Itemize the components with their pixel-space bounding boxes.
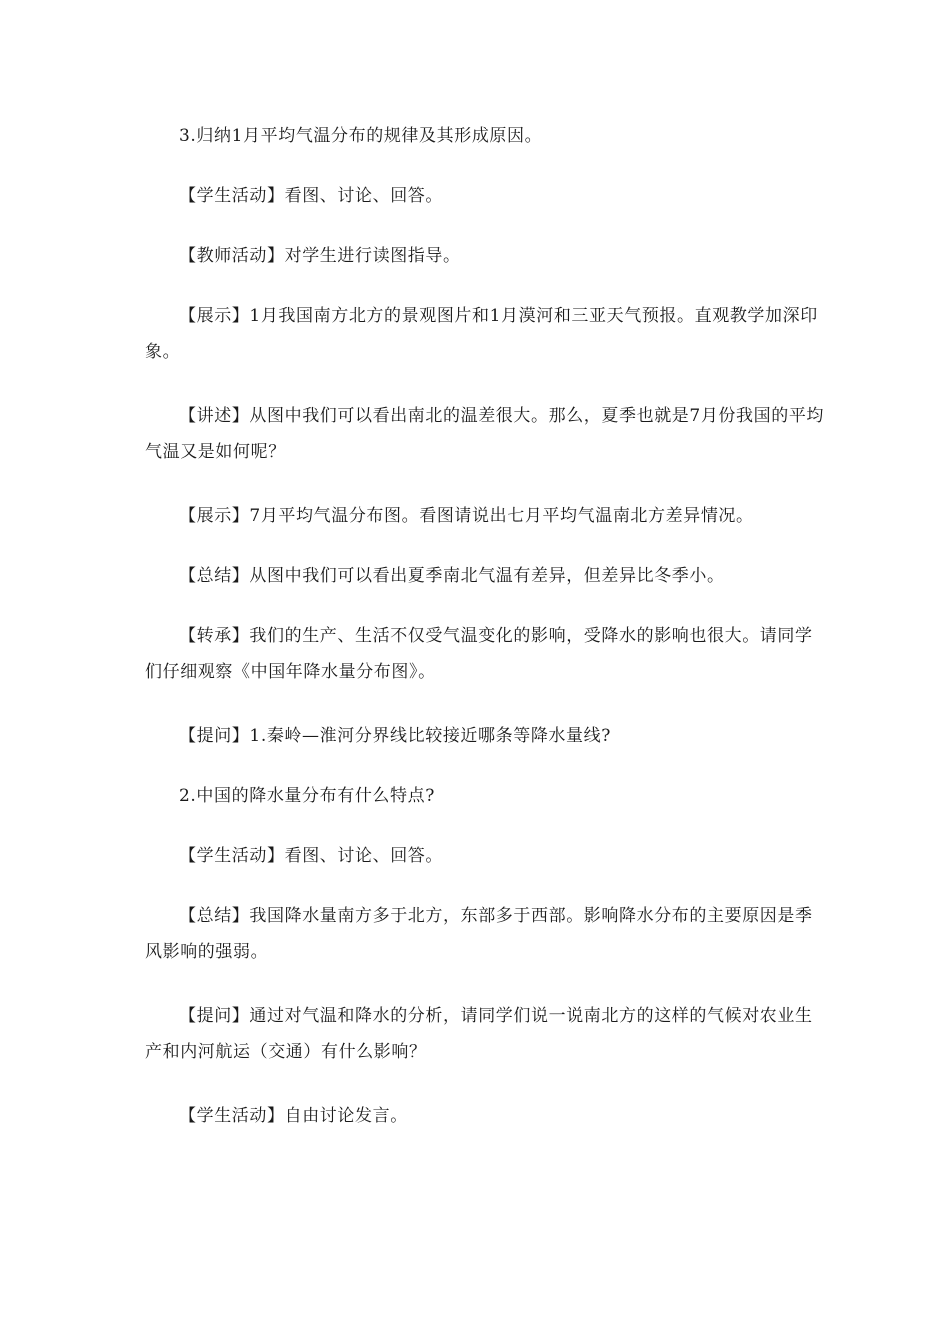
paragraph-5: 【讲述】从图中我们可以看出南北的温差很大。那么，夏季也就是7月份我国的平均气温又是如何呢？: [145, 406, 825, 462]
paragraph-8: 【转承】我们的生产、生活不仅受气温变化的影响，受降水的影响也很大。请同学们仔细观察《中国年降水量分布图》。: [145, 626, 813, 682]
paragraph-12: 【总结】我国降水量南方多于北方，东部多于西部。影响降水分布的主要原因是季风影响的强弱。: [145, 906, 813, 962]
paragraph-6: 【展示】7月平均气温分布图。看图请说出七月平均气温南北方差异情况。: [179, 506, 754, 526]
paragraph-9: 【提问】1.秦岭—淮河分界线比较接近哪条等降水量线?: [179, 726, 611, 746]
paragraph-2: 【学生活动】看图、讨论、回答。: [179, 186, 443, 206]
paragraph-11: 【学生活动】看图、讨论、回答。: [179, 846, 443, 866]
paragraph-1: 3.归纳1月平均气温分布的规律及其形成原因。: [179, 126, 543, 146]
paragraph-14: 【学生活动】自由讨论发言。: [179, 1106, 408, 1126]
paragraph-13: 【提问】通过对气温和降水的分析，请同学们说一说南北方的这样的气候对农业生产和内河航运（交通）有什么影响？: [145, 1006, 813, 1062]
paragraph-7: 【总结】从图中我们可以看出夏季南北气温有差异，但差异比冬季小。: [179, 566, 725, 586]
paragraph-10: 2.中国的降水量分布有什么特点?: [179, 786, 435, 806]
paragraph-3: 【教师活动】对学生进行读图指导。: [179, 246, 461, 266]
paragraph-4: 【展示】1月我国南方北方的景观图片和1月漠河和三亚天气预报。直观教学加深印象。: [145, 306, 818, 362]
